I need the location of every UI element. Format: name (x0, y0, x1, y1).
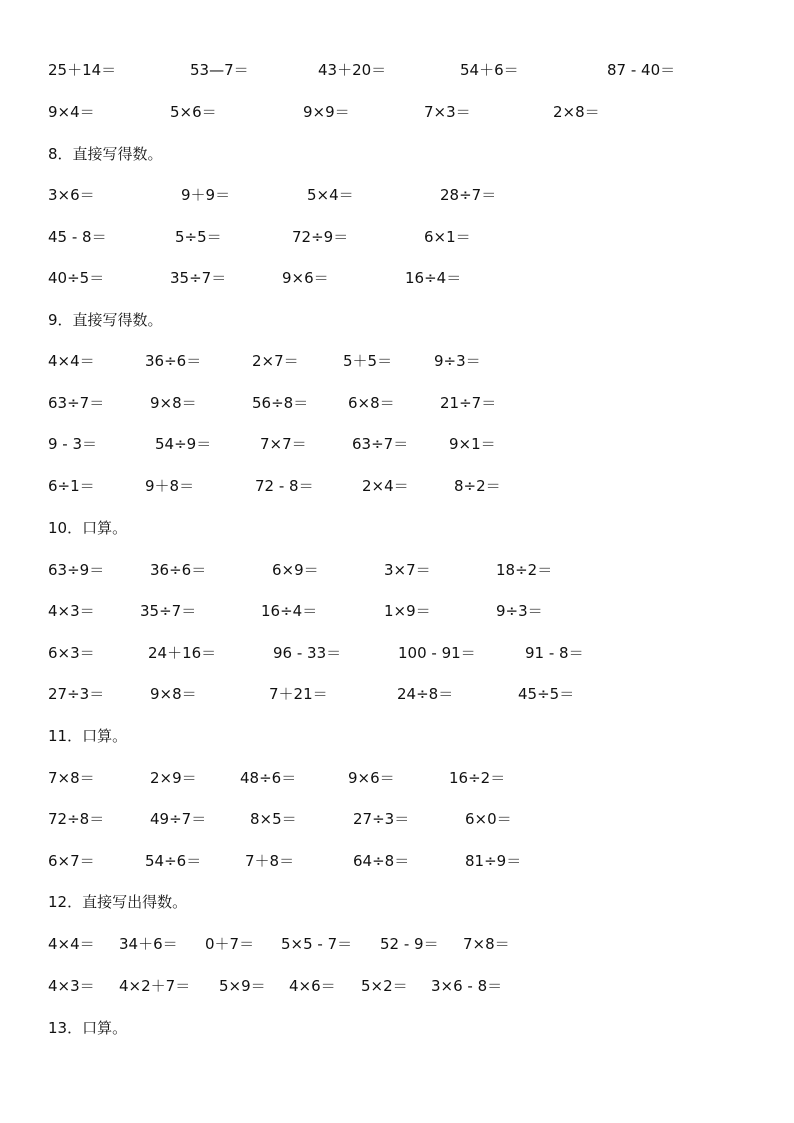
problem-row (0, 642, 794, 664)
arithmetic-problem: 63÷7＝ (352, 435, 409, 453)
problem-row (0, 975, 794, 997)
arithmetic-problem: 5×6＝ (170, 103, 217, 121)
arithmetic-problem: 4×6＝ (289, 977, 336, 995)
arithmetic-problem: 6×7＝ (48, 852, 95, 870)
arithmetic-problem: 63÷7＝ (48, 394, 105, 412)
problem-row (0, 184, 794, 206)
arithmetic-problem: 3×7＝ (384, 561, 431, 579)
arithmetic-problem: 7×7＝ (260, 435, 307, 453)
arithmetic-problem: 9×9＝ (303, 103, 350, 121)
arithmetic-problem: 7×8＝ (463, 935, 510, 953)
arithmetic-problem: 1×9＝ (384, 602, 431, 620)
arithmetic-problem: 27÷3＝ (353, 810, 410, 828)
arithmetic-problem: 9÷3＝ (496, 602, 543, 620)
problem-row (0, 226, 794, 248)
arithmetic-problem: 5÷5＝ (175, 228, 222, 246)
arithmetic-problem: 9×8＝ (150, 685, 197, 703)
arithmetic-problem: 36÷6＝ (150, 561, 207, 579)
arithmetic-problem: 49÷7＝ (150, 810, 207, 828)
arithmetic-problem: 56÷8＝ (252, 394, 309, 412)
arithmetic-problem: 5×5 - 7＝ (281, 935, 353, 953)
arithmetic-problem: 9×6＝ (348, 769, 395, 787)
section-heading: 12．直接写出得数。 (48, 893, 188, 911)
arithmetic-problem: 4×3＝ (48, 602, 95, 620)
arithmetic-problem: 54＋6＝ (460, 61, 519, 79)
arithmetic-problem: 0＋7＝ (205, 935, 255, 953)
arithmetic-problem: 6×8＝ (348, 394, 395, 412)
arithmetic-problem: 52 - 9＝ (380, 935, 439, 953)
section-heading: 8．直接写得数。 (48, 145, 163, 163)
section-heading: 10．口算。 (48, 519, 128, 537)
arithmetic-problem: 35÷7＝ (170, 269, 227, 287)
arithmetic-problem: 5×4＝ (307, 186, 354, 204)
arithmetic-problem: 24÷8＝ (397, 685, 454, 703)
problem-row (0, 600, 794, 622)
arithmetic-problem: 45÷5＝ (518, 685, 575, 703)
arithmetic-problem: 8×5＝ (250, 810, 297, 828)
arithmetic-problem: 6÷1＝ (48, 477, 95, 495)
problem-row (0, 350, 794, 372)
arithmetic-problem: 6×0＝ (465, 810, 512, 828)
arithmetic-problem: 43＋20＝ (318, 61, 387, 79)
arithmetic-problem: 6×9＝ (272, 561, 319, 579)
arithmetic-problem: 2×7＝ (252, 352, 299, 370)
arithmetic-problem: 53—7＝ (190, 61, 249, 79)
problem-row (0, 475, 794, 497)
arithmetic-problem: 72÷9＝ (292, 228, 349, 246)
section-heading: 9．直接写得数。 (48, 311, 163, 329)
section-heading: 11．口算。 (48, 727, 128, 745)
arithmetic-problem: 81÷9＝ (465, 852, 522, 870)
problem-row (0, 683, 794, 705)
arithmetic-problem: 9＋8＝ (145, 477, 195, 495)
arithmetic-problem: 18÷2＝ (496, 561, 553, 579)
problem-row (0, 559, 794, 581)
problem-row (0, 433, 794, 455)
arithmetic-problem: 16÷2＝ (449, 769, 506, 787)
arithmetic-problem: 8÷2＝ (454, 477, 501, 495)
section-heading: 13．口算。 (48, 1019, 128, 1037)
arithmetic-problem: 9×6＝ (282, 269, 329, 287)
arithmetic-problem: 9 - 3＝ (48, 435, 98, 453)
arithmetic-problem: 16÷4＝ (261, 602, 318, 620)
problem-row (0, 850, 794, 872)
problem-row (0, 392, 794, 414)
arithmetic-problem: 9×4＝ (48, 103, 95, 121)
arithmetic-problem: 54÷9＝ (155, 435, 212, 453)
arithmetic-problem: 72 - 8＝ (255, 477, 314, 495)
arithmetic-problem: 91 - 8＝ (525, 644, 584, 662)
arithmetic-problem: 21÷7＝ (440, 394, 497, 412)
arithmetic-problem: 3×6＝ (48, 186, 95, 204)
arithmetic-problem: 40÷5＝ (48, 269, 105, 287)
problem-row (0, 933, 794, 955)
arithmetic-problem: 87 - 40＝ (607, 61, 676, 79)
arithmetic-problem: 5×2＝ (361, 977, 408, 995)
arithmetic-problem: 28÷7＝ (440, 186, 497, 204)
problem-row (0, 808, 794, 830)
arithmetic-problem: 9＋9＝ (181, 186, 231, 204)
arithmetic-problem: 9×1＝ (449, 435, 496, 453)
arithmetic-problem: 2×8＝ (553, 103, 600, 121)
arithmetic-problem: 16÷4＝ (405, 269, 462, 287)
arithmetic-problem: 6×1＝ (424, 228, 471, 246)
problem-row (0, 59, 794, 81)
arithmetic-problem: 5＋5＝ (343, 352, 393, 370)
arithmetic-problem: 63÷9＝ (48, 561, 105, 579)
arithmetic-problem: 34＋6＝ (119, 935, 178, 953)
arithmetic-problem: 6×3＝ (48, 644, 95, 662)
arithmetic-problem: 96 - 33＝ (273, 644, 342, 662)
arithmetic-problem: 7×3＝ (424, 103, 471, 121)
arithmetic-problem: 36÷6＝ (145, 352, 202, 370)
arithmetic-problem: 64÷8＝ (353, 852, 410, 870)
problem-row (0, 767, 794, 789)
arithmetic-problem: 100 - 91＝ (398, 644, 476, 662)
problem-row (0, 267, 794, 289)
arithmetic-problem: 27÷3＝ (48, 685, 105, 703)
arithmetic-problem: 5×9＝ (219, 977, 266, 995)
arithmetic-problem: 7＋8＝ (245, 852, 295, 870)
arithmetic-problem: 25＋14＝ (48, 61, 117, 79)
arithmetic-problem: 48÷6＝ (240, 769, 297, 787)
arithmetic-problem: 72÷8＝ (48, 810, 105, 828)
problem-row (0, 101, 794, 123)
arithmetic-problem: 4×4＝ (48, 352, 95, 370)
arithmetic-problem: 45 - 8＝ (48, 228, 107, 246)
arithmetic-problem: 9÷3＝ (434, 352, 481, 370)
arithmetic-problem: 54÷6＝ (145, 852, 202, 870)
arithmetic-problem: 2×9＝ (150, 769, 197, 787)
arithmetic-problem: 24＋16＝ (148, 644, 217, 662)
arithmetic-problem: 7＋21＝ (269, 685, 328, 703)
arithmetic-problem: 2×4＝ (362, 477, 409, 495)
arithmetic-problem: 9×8＝ (150, 394, 197, 412)
arithmetic-problem: 7×8＝ (48, 769, 95, 787)
arithmetic-problem: 4×4＝ (48, 935, 95, 953)
arithmetic-problem: 4×3＝ (48, 977, 95, 995)
arithmetic-problem: 4×2＋7＝ (119, 977, 191, 995)
arithmetic-problem: 3×6 - 8＝ (431, 977, 503, 995)
arithmetic-problem: 35÷7＝ (140, 602, 197, 620)
